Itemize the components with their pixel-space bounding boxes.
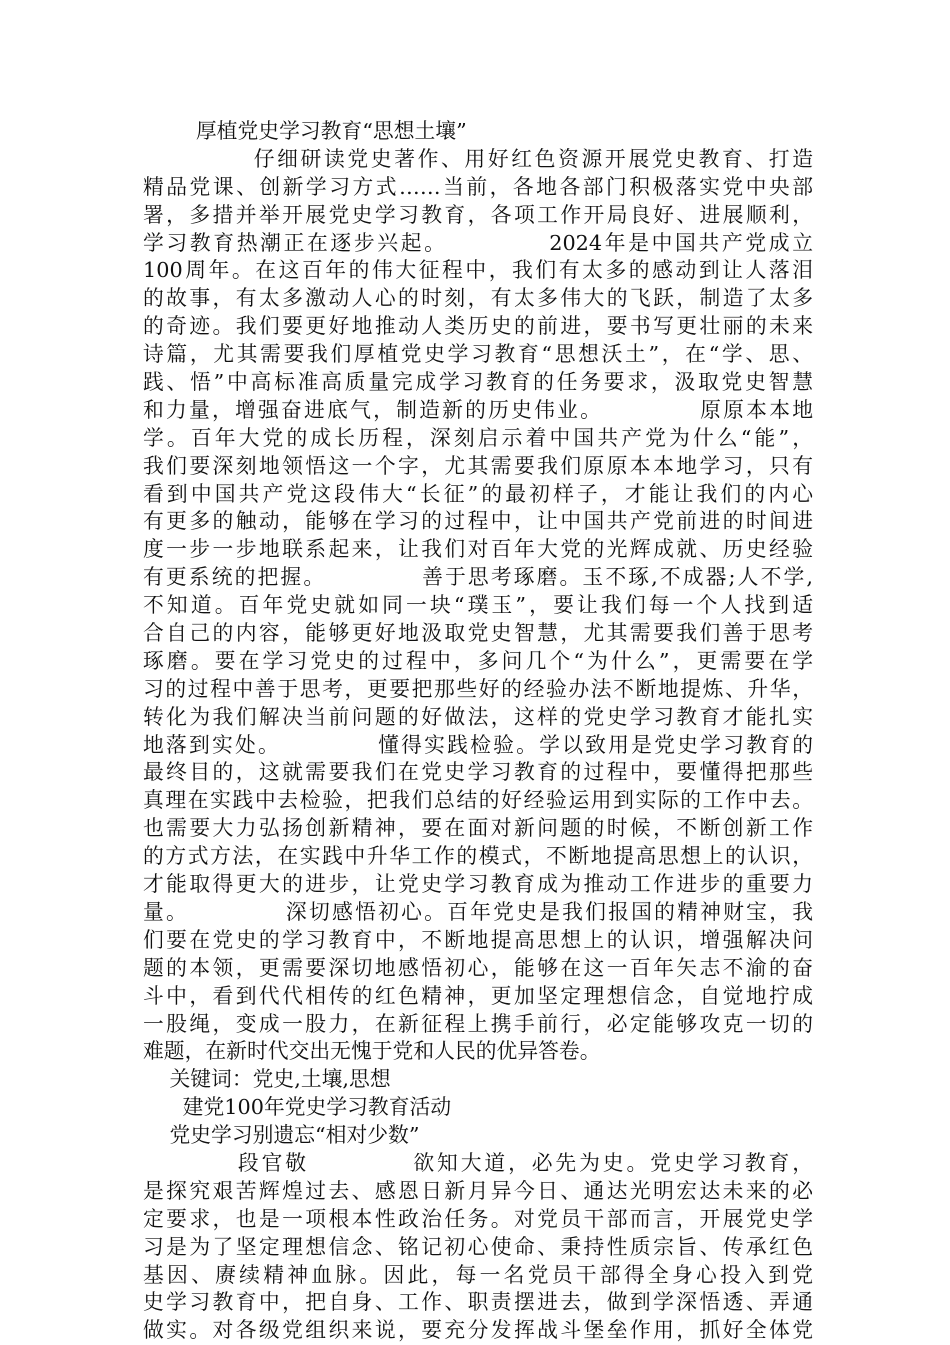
text-line: 精品党课、创新学习方式……当前，各地各部门积极落实党中央部 xyxy=(143,174,813,199)
text-line: 合自己的内容，能够更好地汲取党史智慧，尤其需要我们善于思考 xyxy=(143,621,813,646)
document-body xyxy=(143,118,813,1345)
text-line: 题的本领，更需要深切地感悟初心，能够在这一百年矢志不渝的奋 xyxy=(143,955,813,980)
text-line: 看到中国共产党这段伟大“长征”的最初样子，才能让我们的内心 xyxy=(143,481,813,506)
text-line: 难题，在新时代交出无愧于党和人民的优异答卷。 xyxy=(143,1039,601,1064)
text-line: 的故事，有太多激动人心的时刻，有太多伟大的飞跃，制造了太多 xyxy=(143,286,813,311)
text-line: 斗中，看到代代相传的红色精神，更加坚定理想信念，自觉地拧成 xyxy=(143,983,813,1008)
text-line: 才能取得更大的进步，让党史学习教育成为推动工作进步的重要力 xyxy=(143,872,813,897)
text-line: 们要在党史的学习教育中，不断地提高思想上的认识，增强解决问 xyxy=(143,927,813,952)
text-line: 不知道。百年党史就如同一块“璞玉”，要让我们每一个人找到适 xyxy=(143,593,813,618)
section-title: 党史学习别遗忘“相对少数” xyxy=(143,1123,420,1148)
text-line: 定要求，也是一项根本性政治任务。对党员干部而言，开展党史学 xyxy=(143,1206,813,1231)
text-line: 度一步一步地联系起来，让我们对百年大党的光辉成就、历史经验 xyxy=(143,537,813,562)
text-line: 也需要大力弘扬创新精神，要在面对新问题的时候，不断创新工作 xyxy=(143,816,813,841)
text-line: 践、悟”中高标准高质量完成学习教育的任务要求，汲取党史智慧 xyxy=(143,370,813,395)
text-line: 学。百年大党的成长历程，深刻启示着中国共产党为什么“能”， xyxy=(143,425,813,450)
section-title: 厚植党史学习教育“思想土壤” xyxy=(143,119,467,143)
text-line: 地落到实处。 懂得实践检验。学以致用是党史学习教育的 xyxy=(143,732,813,757)
text-line: 是探究艰苦辉煌过去、感恩日新月异今日、通达光明宏达未来的必 xyxy=(143,1178,813,1203)
text-line: 量。 深切感悟初心。百年党史是我们报国的精神财宝，我 xyxy=(143,899,813,924)
text-line: 100周年。在这百年的伟大征程中，我们有太多的感动到让人落泪 xyxy=(143,258,813,283)
text-line: 真理在实践中去检验，把我们总结的好经验运用到实际的工作中去。 xyxy=(143,788,813,813)
text-line: 有更系统的把握。 善于思考琢磨。玉不琢,不成器;人不学, xyxy=(143,565,813,590)
author-line: 段官敬 欲知大道，必先为史。党史学习教育， xyxy=(143,1150,813,1175)
text-line: 的奇迹。我们要更好地推动人类历史的前进，要书写更壮丽的未来 xyxy=(143,314,813,339)
text-line: 我们要深刻地领悟这一个字，尤其需要我们原原本本地学习，只有 xyxy=(143,453,813,478)
text-line: 做实。对各级党组织来说，要充分发挥战斗堡垒作用，抓好全体党 xyxy=(143,1318,813,1343)
text-line: 史学习教育中，把自身、工作、职责摆进去，做到学深悟透、弄通 xyxy=(143,1290,813,1315)
subheading: 建党100年党史学习教育活动 xyxy=(143,1095,452,1120)
text-line: 署，多措并举开展党史学习教育，各项工作开局良好、进展顺利， xyxy=(143,202,813,227)
text-line: 习是为了坚定理想信念、铭记初心使命、秉持性质宗旨、传承红色 xyxy=(143,1234,813,1259)
text-line: 一股绳，变成一股力，在新征程上携手前行，必定能够攻克一切的 xyxy=(143,1011,813,1036)
text-line: 诗篇，尤其需要我们厚植党史学习教育“思想沃土”，在“学、思、 xyxy=(143,342,813,367)
text-line: 仔细研读党史著作、用好红色资源开展党史教育、打造 xyxy=(143,146,813,171)
text-line: 和力量，增强奋进底气，制造新的历史伟业。 原原本本地 xyxy=(143,397,813,422)
text-line: 琢磨。要在学习党史的过程中，多问几个“为什么”，更需要在学 xyxy=(143,648,813,673)
text-line: 基因、赓续精神血脉。因此，每一名党员干部得全身心投入到党 xyxy=(143,1262,813,1287)
text-line: 最终目的，这就需要我们在党史学习教育的过程中，要懂得把那些 xyxy=(143,760,813,785)
keywords-line: 关键词：党史,土壤,思想 xyxy=(143,1067,391,1092)
text-line: 学习教育热潮正在逐步兴起。 2024年是中国共产党成立 xyxy=(143,230,813,255)
text-line: 习的过程中善于思考，更要把那些好的经验办法不断地提炼、升华， xyxy=(143,676,813,701)
text-line: 有更多的触动，能够在学习的过程中，让中国共产党前进的时间进 xyxy=(143,509,813,534)
text-line: 的方式方法，在实践中升华工作的模式，不断地提高思想上的认识， xyxy=(143,844,813,869)
text-line: 转化为我们解决当前问题的好做法，这样的党史学习教育才能扎实 xyxy=(143,704,813,729)
